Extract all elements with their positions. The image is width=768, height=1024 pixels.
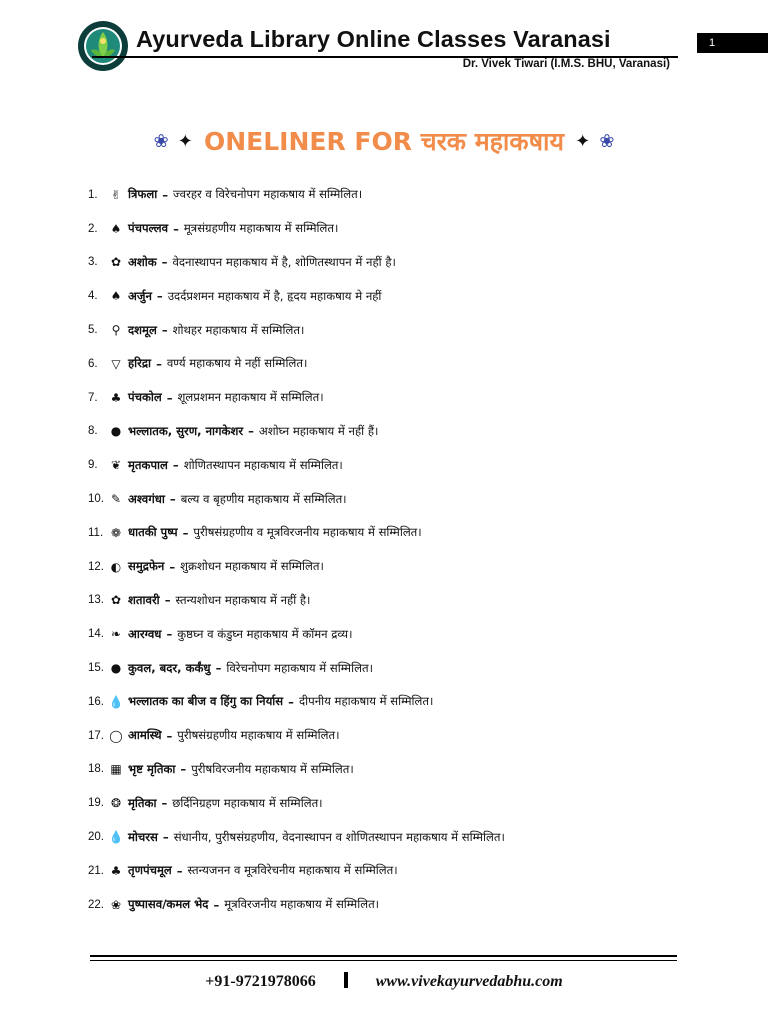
logo-icon [77,20,129,72]
footer [0,972,768,991]
footer-separator [344,972,348,988]
sprout-icon: ❦ [110,458,122,473]
leaf-icon: ♠ [110,221,122,236]
item-dash: – [164,593,171,608]
item-term: अर्जुन [128,288,152,303]
item-description: मूत्रविरजनीय महाकषाय में सम्मिलित। [224,897,380,912]
item-dash: – [182,525,189,540]
item-number: 9. [88,459,98,472]
foam-icon: ◐ [110,559,122,574]
item-dash: – [161,796,168,811]
footer-divider [90,955,677,957]
list-item [88,178,748,212]
footer-divider-thin [90,960,677,961]
sparkles-icon: ✦ [575,130,591,152]
list-item [88,482,748,516]
item-term: मृतिका [128,795,157,810]
list-item [88,448,748,482]
flower-icon: ✿ [110,593,122,608]
item-dash: – [156,289,163,304]
leaf-icon: ♠ [110,289,122,304]
item-term: पंचकोल [128,390,162,405]
item-description: शूलप्रशमन महाकषाय में सम्मिलित। [177,390,324,405]
item-dash: – [169,492,176,507]
item-dash: – [213,897,220,912]
item-number: 8. [88,425,98,438]
page-number-badge: 1 [697,33,768,53]
root-icon: ⚲ [111,323,121,338]
item-term: त्रिफला [128,187,158,202]
item-description: वेदनास्थापन महाकषाय में है, शोणितस्थापन में नहीं है। [172,254,396,269]
plant-icon: ♣ [110,863,122,878]
item-dash: – [248,424,254,439]
footer-website: www.vivekayurvedabhu.com [375,973,563,990]
item-description: पुरीषसंग्रहणीय व मूत्रविरजनीय महाकषाय में सम्मिलित। [193,525,422,540]
item-number: 13. [88,594,104,607]
item-description: स्तन्यशोधन महाकषाय में नहीं है। [175,592,311,607]
drop-icon: 💧 [108,830,124,845]
hand-icon: ✌ [110,187,122,202]
item-dash: – [180,762,187,777]
item-description: वर्ण्य महाकषाय मे नहीं सम्मिलित। [166,356,308,371]
item-description: शुक्रशोधन महाकषाय में सम्मिलित। [180,559,324,574]
list-item [88,516,748,550]
item-term: अशोक [128,254,157,269]
list-item [88,753,748,787]
item-number: 20. [88,831,104,844]
item-dash: – [166,390,173,405]
title-row [0,124,768,158]
item-term: समुद्रफेन [128,559,165,574]
author-line: Dr. Vivek Tiwari (I.M.S. BHU, Varanasi) [462,58,670,70]
item-number: 16. [88,695,104,708]
item-description: शोणितस्थापन महाकषाय में सम्मिलित। [183,457,343,472]
item-dash: – [161,323,168,338]
cup-icon: ▽ [111,356,121,371]
item-description: संधानीय, पुरीषसंग्रहणीय, वेदनास्थापन व शोणितस्थापन महाकषाय में सम्मिलित। [173,829,505,844]
main-title: ONELINER FOR चरक महाकषाय [203,127,565,156]
item-number: 21. [88,864,104,877]
sparkles-icon: ✦ [177,130,193,152]
item-description: मूत्रसंग्रहणीय महाकषाय में सम्मिलित। [183,221,339,236]
item-dash: – [161,255,168,270]
item-term: भल्लातक का बीज व हिंगु का निर्यास [128,694,284,709]
list-item [88,786,748,820]
list-item [88,685,748,719]
item-number: 15. [88,662,104,675]
item-number: 17. [88,729,104,742]
item-description: ज्वरहर व विरेचनोपग महाकषाय में सम्मिलित। [173,187,363,202]
brick-icon: ▦ [110,762,122,777]
fruit-icon: ● [110,661,122,676]
item-term: शतावरी [128,592,160,607]
item-number: 19. [88,797,104,810]
item-term: अश्वगंधा [128,491,165,506]
item-dash: – [288,694,294,709]
item-term: हरिद्रा [128,356,152,371]
item-description: शोथहर महाकषाय में सम्मिलित। [172,322,305,337]
item-number: 2. [88,222,98,235]
item-description: कुष्ठघ्न व कंडुघ्न महाकषाय में कॉमन द्रव्य। [177,626,353,641]
list-item [88,415,748,449]
item-number: 1. [88,188,98,201]
item-dash: – [166,627,173,642]
list-item [88,313,748,347]
item-term: पंचपल्लव [128,221,169,236]
list-item [88,888,748,922]
item-number: 11. [88,526,104,539]
item-dash: – [172,458,179,473]
list-item [88,820,748,854]
item-number: 6. [88,357,98,370]
item-description: स्तन्यजनन व मूत्रविरेचनीय महाकषाय में सम्मिलित। [187,863,398,878]
item-description: दीपनीय महाकषाय में सम्मिलित। [298,694,434,709]
list-item [88,719,748,753]
item-number: 4. [88,290,98,303]
item-dash: – [156,356,162,371]
item-dash: – [169,559,176,574]
item-number: 5. [88,324,98,337]
list-item [88,584,748,618]
item-dash: – [166,728,173,743]
flower-icon: ❀ [153,130,169,152]
lotus-icon: ❀ [110,897,122,912]
item-term: मृतकपाल [128,457,168,472]
item-number: 12. [88,560,104,573]
list-item [88,212,748,246]
seed-icon: ● [110,424,122,439]
item-number: 10. [88,493,104,506]
item-term: दशमूल [128,322,157,337]
footer-phone: +91-9721978066 [205,973,316,990]
plant-icon: ♣ [110,390,122,405]
item-description: पुरीषसंग्रहणीय महाकषाय में सम्मिलित। [177,728,340,743]
oneliner-list [88,178,748,922]
item-dash: – [176,863,183,878]
item-number: 22. [88,898,104,911]
item-description: विरेचनोपग महाकषाय में सम्मिलित। [226,660,373,675]
soil-icon: ❂ [110,796,122,811]
item-number: 3. [88,256,98,269]
drop-icon: 💧 [108,694,124,709]
item-term: आरग्वध [128,626,162,641]
list-item [88,347,748,381]
item-term: मोचरस [128,829,158,844]
list-item [88,550,748,584]
item-term: पुष्पासव/कमल भेद [128,897,209,912]
item-description: अशोघ्न महाकषाय में नहीं हैं। [258,423,379,438]
item-description: बल्य व बृहणीय महाकषाय में सम्मिलित। [180,491,347,506]
root-icon: ✎ [110,492,122,507]
item-dash: – [162,187,169,202]
pod-icon: ❧ [110,627,122,642]
list-item [88,617,748,651]
item-term: तृणपंचमूल [128,863,172,878]
flower-icon: ✿ [110,255,122,270]
item-description: पुरीषविरजनीय महाकषाय में सम्मिलित। [191,761,354,776]
item-term: भृष्ट मृतिका [128,761,176,776]
list-item [88,651,748,685]
list-item [88,279,748,313]
list-item [88,246,748,280]
item-dash: – [173,221,179,236]
item-dash: – [215,661,222,676]
flower-icon: ❁ [110,525,122,540]
flower-icon: ❀ [599,130,615,152]
bone-icon: ◯ [109,728,123,743]
item-number: 18. [88,763,104,776]
item-term: आमस्थि [128,728,162,743]
item-number: 7. [88,391,98,404]
item-term: कुवल, बदर, कर्कंधु [128,660,211,675]
item-term: धातकी पुष्प [128,525,178,540]
item-dash: – [162,830,169,845]
item-description: छर्दिनिग्रहण महाकषाय में सम्मिलित। [172,795,323,810]
item-number: 14. [88,628,104,641]
site-title: Ayurveda Library Online Classes Varanasi [136,26,611,52]
item-description: उदर्दप्रशमन महाकषाय में है, हृदय महाकषाय मे नहीं [167,288,382,303]
item-term: भल्लातक, सुरण, नागकेशर [128,423,244,438]
list-item [88,381,748,415]
list-item [88,854,748,888]
